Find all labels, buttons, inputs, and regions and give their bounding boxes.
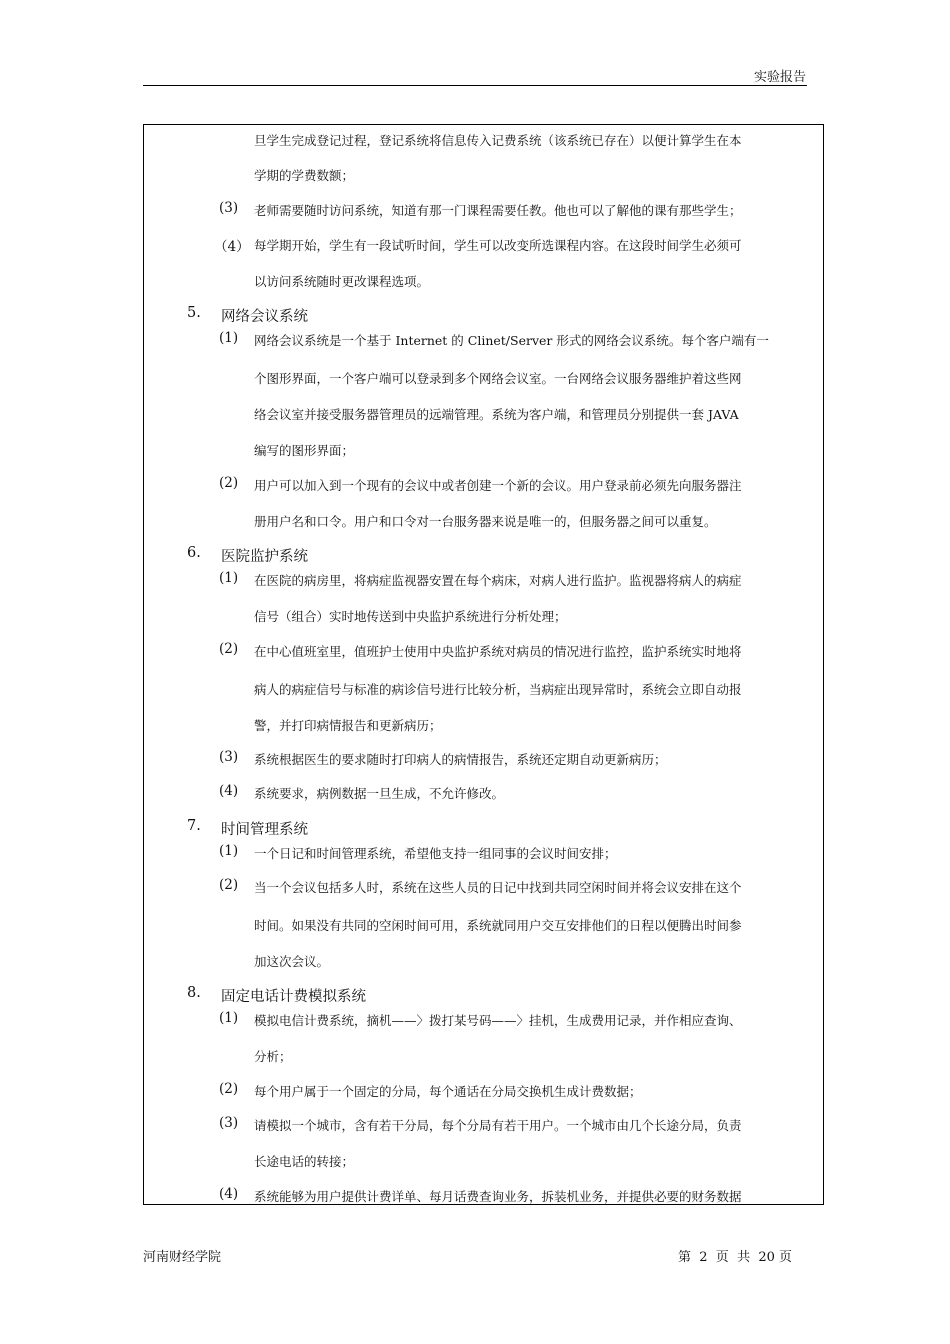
item-number: (3) [219,749,239,765]
paragraph-line: 分析； [254,1049,292,1064]
paragraph-line: 模拟电信计费系统，摘机——〉拨打某号码——〉挂机，生成费用记录，并作相应查询、 [254,1013,742,1028]
footer-page-number: 第 2 页 共 20 页 [678,1250,793,1265]
item-number: (3) [219,200,239,216]
section-number: 8. [187,985,201,1001]
section-number: 7. [187,818,201,834]
item-number: (2) [219,641,239,657]
item-number: (1) [219,843,239,859]
paragraph-line: 信号（组合）实时地传送到中央监护系统进行分析处理； [254,609,567,624]
section-title: 时间管理系统 [221,822,308,838]
paragraph-line: 以访问系统随时更改课程选项。 [254,274,430,289]
paragraph-line: 病人的病症信号与标准的病诊信号进行比较分析，当病症出现异常时，系统会立即自动报 [254,682,742,697]
section-title: 医院监护系统 [221,549,308,565]
paragraph-line: 在医院的病房里，将病症监视器安置在每个病床，对病人进行监护。监视器将病人的病症 [254,573,742,588]
paragraph-line: 时间。如果没有共同的空闲时间可用，系统就同用户交互安排他们的日程以便腾出时间参 [254,918,742,933]
item-number: (4) [219,783,239,799]
paragraph-line: 警，并打印病情报告和更新病历； [254,718,442,733]
paragraph-line: 每个用户属于一个固定的分局，每个通话在分局交换机生成计费数据； [254,1084,642,1099]
footer-school: 河南财经学院 [143,1250,222,1265]
item-number: (1) [219,570,239,586]
item-number: (2) [219,1081,239,1097]
header-title: 实验报告 [753,70,806,85]
paragraph-line: 册用户名和口令。用户和口令对一台服务器来说是唯一的，但服务器之间可以重复。 [254,514,717,529]
paragraph-line: 系统能够为用户提供计费详单、每月话费查询业务，拆装机业务，并提供必要的财务数据 [254,1189,742,1204]
paragraph-line: 学期的学费数额； [254,168,355,183]
section-title: 网络会议系统 [221,309,308,325]
section-number: 5. [187,305,201,321]
section-title: 固定电话计费模拟系统 [221,989,366,1005]
paragraph-line: 长途电话的转接； [254,1154,355,1169]
paragraph-line: 用户可以加入到一个现有的会议中或者创建一个新的会议。用户登录前必须先向服务器注 [254,478,742,493]
paragraph-line: 在中心值班室里，值班护士使用中央监护系统对病员的情况进行监控，监护系统实时地将 [254,644,742,659]
paragraph-line: 网络会议系统是一个基于 Internet 的 Clinet/Server 形式的网络会议系统。每个客户端有一 [254,333,769,348]
item-number: (3) [219,1115,239,1131]
paragraph-line: 请模拟一个城市，含有若干分局，每个分局有若干用户。一个城市由几个长途分局，负责 [254,1118,742,1133]
item-number: （4） [214,239,250,255]
header-rule [143,85,807,86]
paragraph-line: 系统要求，病例数据一旦生成，不允许修改。 [254,786,505,801]
paragraph-line: 每学期开始，学生有一段试听时间，学生可以改变所选课程内容。在这段时间学生必须可 [254,238,742,253]
item-number: (2) [219,475,239,491]
paragraph-line: 系统根据医生的要求随时打印病人的病情报告，系统还定期自动更新病历； [254,752,667,767]
paragraph-line: 个图形界面，一个客户端可以登录到多个网络会议室。一台网络会议服务器维护着这些网 [254,371,742,386]
section-number: 6. [187,545,201,561]
paragraph-line: 编写的图形界面； [254,443,355,458]
paragraph-line: 一个日记和时间管理系统，希望他支持一组同事的会议时间安排； [254,846,617,861]
paragraph-line: 加这次会议。 [254,954,330,969]
content-box [143,124,824,1205]
item-number: (1) [219,330,239,346]
item-number: (4) [219,1186,239,1202]
item-number: (1) [219,1010,239,1026]
paragraph-line: 老师需要随时访问系统，知道有那一门课程需要任教。他也可以了解他的课有那些学生； [254,203,742,218]
paragraph-line: 络会议室并接受服务器管理员的远端管理。系统为客户端，和管理员分别提供一套 JAVA [254,407,739,422]
item-number: (2) [219,877,239,893]
paragraph-line: 当一个会议包括多人时，系统在这些人员的日记中找到共同空闲时间并将会议安排在这个 [254,880,742,895]
paragraph-line: 旦学生完成登记过程，登记系统将信息传入记费系统（该系统已存在）以便计算学生在本 [254,133,742,148]
